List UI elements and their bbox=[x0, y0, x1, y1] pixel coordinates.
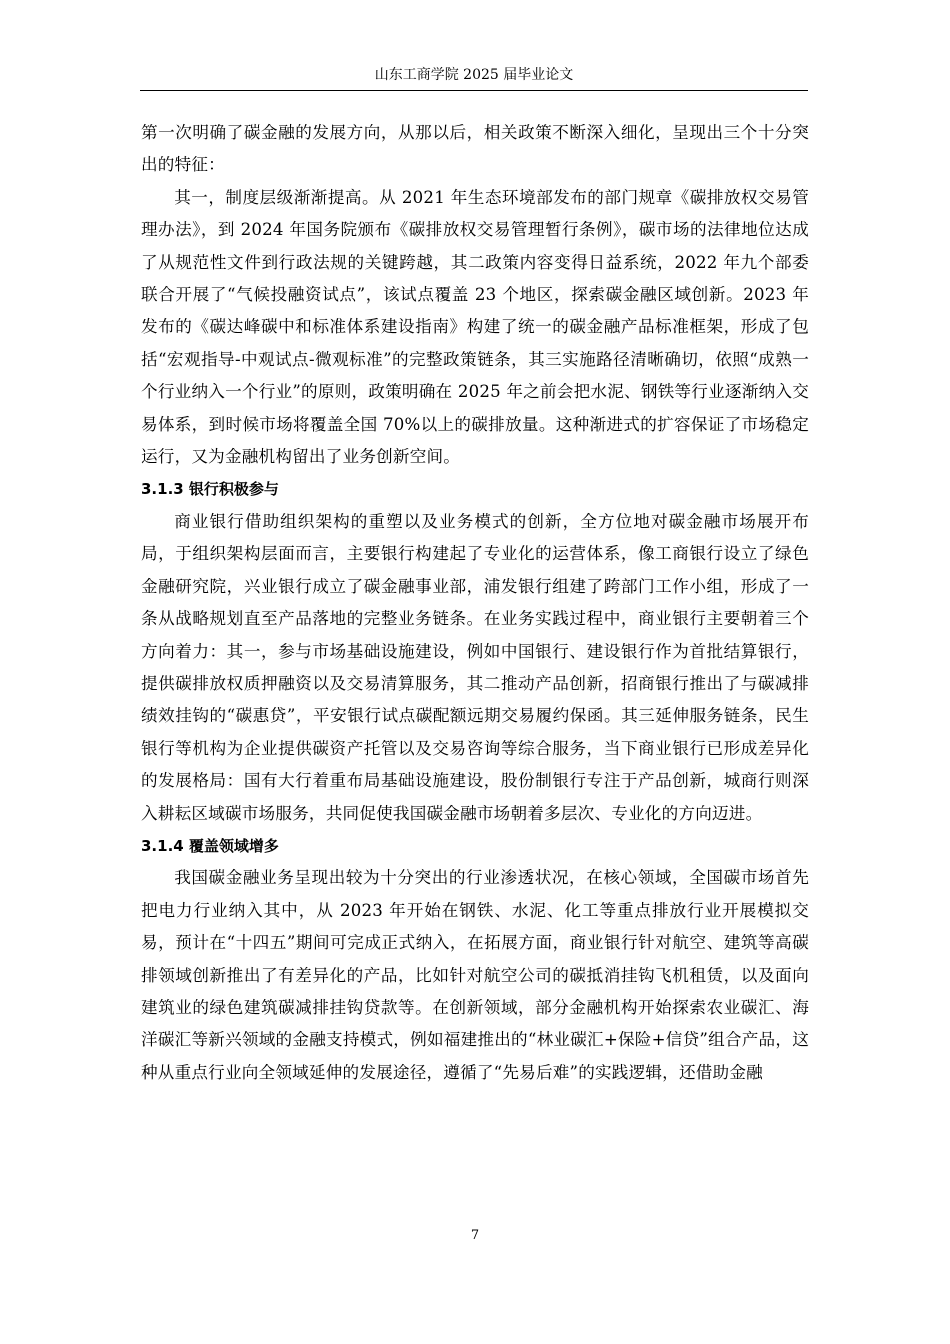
page-header bbox=[140, 64, 808, 91]
paragraph-bank-participation: 商业银行借助组织架构的重塑以及业务模式的创新，全方位地对碳金融市场展开布局，于组织架构层面而言，主要银行构建起了专业化的运营体系，像工商银行设立了绿色金融研究院，兴业银行成立了碳金融事业部，浦发银行组建了跨部门工作小组，形成了一条从战略规划直至产品落地的完整业务链条。在业务实践过程中，商业银行主要朝着三个方向着力：其一，参与市场基础设施建设，例如中国银行、建设银行作为首批结算银行，提供碳排放权质押融资以及交易清算服务，其二推动产品创新，招商银行推出了与碳减排绩效挂钩的“碳惠贷”，平安银行试点碳配额远期交易履约保函。其三延伸服务链条，民生银行等机构为企业提供碳资产托管以及交易咨询等综合服务，当下商业银行已形成差异化的发展格局：国有大行着重布局基础设施建设，股份制银行专注于产品创新，城商行则深入耕耘区域碳市场服务，共同促使我国碳金融市场朝着多层次、专业化的方向迈进。 bbox=[141, 511, 809, 823]
section-heading-3-1-4: 3.1.4 覆盖领域增多 bbox=[141, 836, 279, 855]
main-content bbox=[141, 117, 809, 1089]
page-number: 7 bbox=[470, 1228, 480, 1243]
paragraph-policy-features: 其一，制度层级渐渐提高。从 2021 年生态环境部发布的部门规章《碳排放权交易管理办法》，到 2024 年国务院颁布《碳排放权交易管理暂行条例》，碳市场的法律地位达成了从规范性文件到行政法规的关键跨越，其二政策内容变得日益系统，2022 年九个部委联合开展了“气候投融资试点”，该试点覆盖 23 个地区，探索碳金融区域创新。2023 年发布的《碳达峰碳中和标准体系建设指南》构建了统一的碳金融产品标准框架，形成了包括“宏观指导-中观试点-微观标准”的完整政策链条，其三实施路径清晰确切，依照“成熟一个行业纳入一个行业”的原则，政策明确在 2025 年之前会把水泥、钢铁等行业逐渐纳入交易体系，到时候市场将覆盖全国 70%以上的碳排放量。这种渐进式的扩容保证了市场稳定运行，又为金融机构留出了业务创新空间。 bbox=[141, 187, 809, 467]
section-heading-3-1-3: 3.1.3 银行积极参与 bbox=[141, 480, 279, 499]
paragraph-coverage-expansion: 我国碳金融业务呈现出较为十分突出的行业渗透状况，在核心领域，全国碳市场首先把电力行业纳入其中，从 2023 年开始在钢铁、水泥、化工等重点排放行业开展模拟交易，预计在“十四五”期间可完成正式纳入，在拓展方面，商业银行针对航空、建筑等高碳排领域创新推出了有差异化的产品，比如针对航空公司的碳抵消挂钩飞机租赁，以及面向建筑业的绿色建筑碳减排挂钩贷款等。在创新领域，部分金融机构开始探索农业碳汇、海洋碳汇等新兴领域的金融支持模式，例如福建推出的“林业碳汇+保险+信贷”组合产品，这种从重点行业向全领域延伸的发展途径，遵循了“先易后难”的实践逻辑，还借助金融 bbox=[141, 868, 809, 1082]
page-footer bbox=[0, 1226, 950, 1246]
paragraph-continued: 第一次明确了碳金融的发展方向，从那以后，相关政策不断深入细化，呈现出三个十分突出的特征： bbox=[141, 123, 809, 175]
header-title: 山东工商学院 2025 届毕业论文 bbox=[374, 67, 574, 83]
